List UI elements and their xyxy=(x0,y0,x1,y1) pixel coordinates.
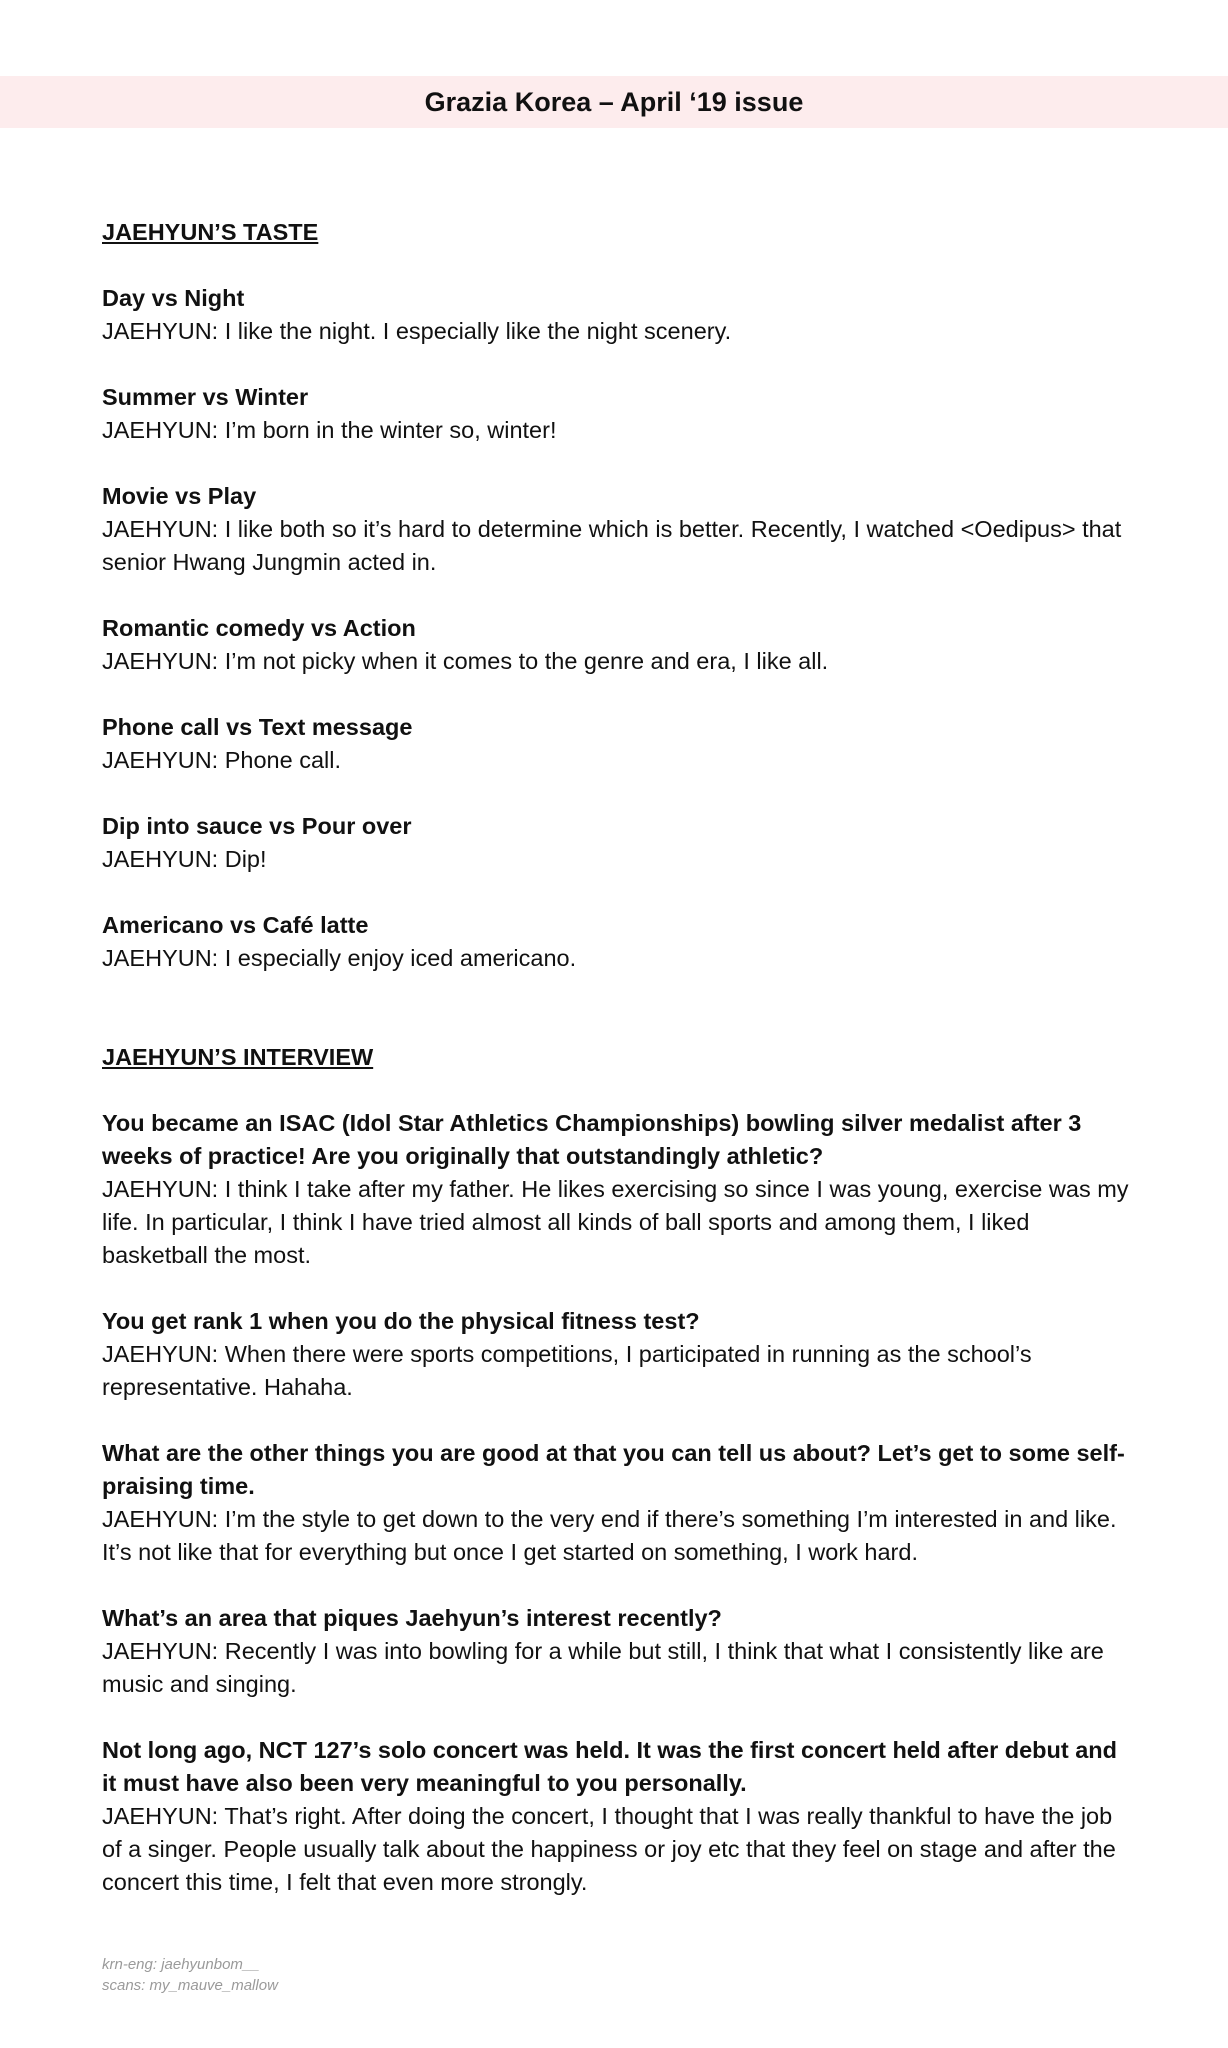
taste-item xyxy=(102,909,1132,975)
taste-question: Dip into sauce vs Pour over xyxy=(102,813,412,839)
taste-item xyxy=(102,810,1132,876)
interview-question: What are the other things you are good at that you can tell us about? Let’s get to some self-praising time. xyxy=(102,1440,1125,1499)
interview-section-heading: JAEHYUN’S INTERVIEW xyxy=(102,1044,374,1070)
taste-answer: JAEHYUN: Dip! xyxy=(102,846,267,872)
interview-question: You became an ISAC (Idol Star Athletics Championships) bowling silver medalist after 3 weeks of practice! Are you originally that outstandingly athletic? xyxy=(102,1110,1082,1169)
interview-answer: JAEHYUN: When there were sports competitions, I participated in running as the school’s representative. Hahaha. xyxy=(102,1341,1032,1400)
taste-question: Movie vs Play xyxy=(102,483,257,509)
credits xyxy=(102,1954,278,1996)
taste-answer: JAEHYUN: I’m not picky when it comes to the genre and era, I like all. xyxy=(102,648,829,674)
interview-question: What’s an area that piques Jaehyun’s interest recently? xyxy=(102,1605,722,1631)
taste-section-heading: JAEHYUN’S TASTE xyxy=(102,219,319,245)
title-band xyxy=(0,76,1228,128)
interview-answer: JAEHYUN: I think I take after my father. He likes exercising so since I was young, exercise was my life. In particular, I think I have tried almost all kinds of ball sports and among them, I liked basketball the most. xyxy=(102,1176,1129,1268)
page-title: Grazia Korea – April ‘19 issue xyxy=(424,86,804,117)
taste-question: Phone call vs Text message xyxy=(102,714,413,740)
taste-answer: JAEHYUN: Phone call. xyxy=(102,747,342,773)
taste-question: Day vs Night xyxy=(102,285,245,311)
interview-answer: JAEHYUN: That’s right. After doing the concert, I thought that I was really thankful to have the job of a singer. People usually talk about the happiness or joy etc that they feel on stage and after the concert this time, I felt that even more strongly. xyxy=(102,1803,1116,1895)
section-spacer xyxy=(102,1008,1132,1041)
taste-answer: JAEHYUN: I like both so it’s hard to determine which is better. Recently, I watched <Oedipus> that senior Hwang Jungmin acted in. xyxy=(102,516,1122,575)
taste-answer: JAEHYUN: I like the night. I especially like the night scenery. xyxy=(102,318,732,344)
taste-answer: JAEHYUN: I’m born in the winter so, winter! xyxy=(102,417,557,443)
interview-item xyxy=(102,1734,1132,1899)
interview-answer: JAEHYUN: Recently I was into bowling for a while but still, I think that what I consistently like are music and singing. xyxy=(102,1638,1104,1697)
article-body xyxy=(102,216,1132,1932)
taste-item xyxy=(102,480,1132,579)
interview-item xyxy=(102,1305,1132,1404)
taste-answer: JAEHYUN: I especially enjoy iced americano. xyxy=(102,945,577,971)
scans-credit: scans: my_mauve_mallow xyxy=(102,1977,278,1994)
taste-question: Summer vs Winter xyxy=(102,384,309,410)
taste-item xyxy=(102,612,1132,678)
interview-answer: JAEHYUN: I’m the style to get down to the very end if there’s something I’m interested in and like. It’s not like that for everything but once I get started on something, I work hard. xyxy=(102,1506,1117,1565)
taste-item xyxy=(102,381,1132,447)
taste-question: Romantic comedy vs Action xyxy=(102,615,416,641)
interview-question: Not long ago, NCT 127’s solo concert was held. It was the first concert held after debut and it must have also been very meaningful to you personally. xyxy=(102,1737,1118,1796)
interview-item xyxy=(102,1602,1132,1701)
interview-question: You get rank 1 when you do the physical fitness test? xyxy=(102,1308,700,1334)
interview-item xyxy=(102,1437,1132,1569)
taste-item xyxy=(102,282,1132,348)
translation-credit: krn-eng: jaehyunbom__ xyxy=(102,1956,260,1973)
taste-item xyxy=(102,711,1132,777)
taste-question: Americano vs Café latte xyxy=(102,912,369,938)
interview-item xyxy=(102,1107,1132,1272)
